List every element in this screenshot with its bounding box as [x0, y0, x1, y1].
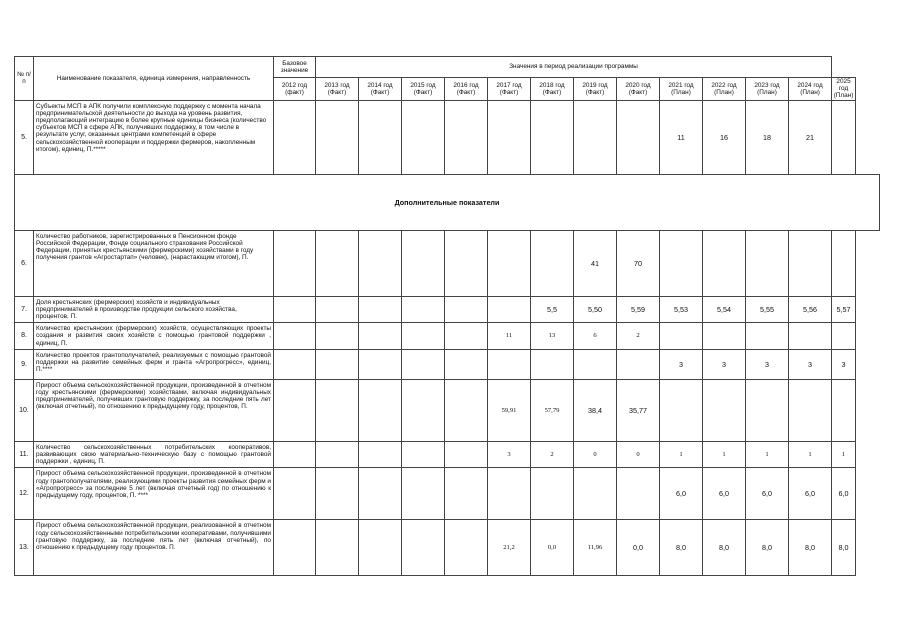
value-cell: 3 [703, 349, 746, 379]
table-row [15, 468, 880, 520]
year-header: 2018 год (Факт) [531, 78, 574, 101]
value-cell: 5,54 [703, 296, 746, 323]
year-header: 2023 год (План) [746, 78, 789, 101]
indicator-name: Количество крестьянских (фермерских) хозяйств, осуществляющих проекты создания и развития своих хозяйств с помощью грантовой поддержки , единиц, П. [34, 323, 274, 350]
value-cell: 21,2 [488, 520, 531, 576]
section-title: Дополнительные показатели [15, 174, 880, 230]
value-cell: 5,50 [574, 296, 617, 323]
year-header: 2025 год (План) [832, 78, 856, 101]
header-period: Значения в период реализации программы [316, 57, 832, 78]
value-cell [274, 296, 316, 323]
value-cell: 35,77 [617, 379, 660, 441]
year-header: 2020 год (Факт) [617, 78, 660, 101]
value-cell: 1 [746, 441, 789, 468]
value-cell: 6,0 [832, 468, 856, 520]
value-cell [832, 230, 856, 296]
value-cell: 16 [703, 100, 746, 174]
value-cell: 5,5 [531, 296, 574, 323]
value-cell [445, 323, 488, 350]
value-cell: 8,0 [660, 520, 703, 576]
value-cell: 6,0 [703, 468, 746, 520]
value-cell: 6,0 [660, 468, 703, 520]
value-cell: 8,0 [789, 520, 832, 576]
year-header: 2012 год (факт) [274, 78, 316, 101]
value-cell [359, 230, 402, 296]
indicator-name: Прирост объема сельскохозяйственной продукции, произведенной в отчетном году крестьянскими (фермерскими) хозяйствами, включая индивидуальных предпринимателей, получивших грантовую поддержку, за последние пять лет (включая отчетный), по отношению к предыдущему году, процентов, П. [34, 379, 274, 441]
value-cell [832, 100, 856, 174]
value-cell [617, 468, 660, 520]
value-cell [660, 323, 703, 350]
value-cell: 5,53 [660, 296, 703, 323]
value-cell [402, 296, 445, 323]
row-number: 10. [15, 379, 34, 441]
value-cell: 11 [488, 323, 531, 350]
row-number: 13. [15, 520, 34, 576]
value-cell: 5,55 [746, 296, 789, 323]
value-cell [359, 349, 402, 379]
table-row [15, 520, 880, 576]
value-cell [703, 230, 746, 296]
value-cell: 8,0 [746, 520, 789, 576]
value-cell: 5,59 [617, 296, 660, 323]
value-cell: 11,96 [574, 520, 617, 576]
header-num: № п/п [15, 57, 34, 101]
value-cell [445, 520, 488, 576]
header-name: Наименование показателя, единица измерения, направленность [34, 57, 274, 101]
table-row [15, 100, 880, 174]
value-cell [488, 468, 531, 520]
value-cell [402, 520, 445, 576]
table-row [15, 441, 880, 468]
table-body [15, 100, 880, 576]
value-cell: 1 [703, 441, 746, 468]
value-cell [274, 100, 316, 174]
indicator-name: Субъекты МСП в АПК получили комплексную поддержку с момента начала предпринимательской деятельности до выхода на уровень развития, предполагающий интеграцию в более крупные единицы бизнеса (количество субъектов МСП в сфере АПК, получивших поддержку, в том числе в результате услуг, оказанных центрами компетенций в сфере сельскохозяйственной кооперации и поддержки фермеров, накопленным итогом), единиц, П.***** [34, 100, 274, 174]
value-cell [359, 323, 402, 350]
value-cell: 3 [789, 349, 832, 379]
value-cell [789, 379, 832, 441]
value-cell: 1 [832, 441, 856, 468]
value-cell [402, 323, 445, 350]
value-cell: 41 [574, 230, 617, 296]
value-cell: 6,0 [789, 468, 832, 520]
value-cell [445, 468, 488, 520]
indicator-name: Прирост объема сельскохозяйственной продукции, произведенной в отчетном году грантополучателями, реализующими проекты развития семейных ферм и «Агропрогресс» за последние 5 лет (включая отчетный год) по отношению к предыдущему году, процентов, П. **** [34, 468, 274, 520]
value-cell [359, 520, 402, 576]
value-cell [274, 468, 316, 520]
value-cell: 3 [832, 349, 856, 379]
row-number: 7. [15, 296, 34, 323]
value-cell [316, 379, 359, 441]
value-cell [402, 349, 445, 379]
value-cell [445, 100, 488, 174]
table-row [15, 379, 880, 441]
value-cell [274, 379, 316, 441]
value-cell [531, 100, 574, 174]
indicator-name: Количество работников, зарегистрированных в Пенсионном фонде Российской Федерации, Фонде социального страхования Российской Федерации, принятых крестьянскими (фермерскими) хозяйствами в году получения грантов «Агростартап» (человек), (нарастающим итогом), П. [34, 230, 274, 296]
value-cell [703, 379, 746, 441]
value-cell [445, 230, 488, 296]
value-cell: 8,0 [832, 520, 856, 576]
value-cell: 3 [488, 441, 531, 468]
value-cell [274, 349, 316, 379]
value-cell [531, 349, 574, 379]
value-cell [531, 468, 574, 520]
table-row [15, 230, 880, 296]
indicator-name: Количество сельскохозяйственных потребительских кооперативов, развивающих свою материально-техническую базу с помощью грантовой поддержки , единиц, П. [34, 441, 274, 468]
header-base: Базовое значение [274, 57, 316, 78]
value-cell [574, 349, 617, 379]
value-cell: 6,0 [746, 468, 789, 520]
value-cell: 11 [660, 100, 703, 174]
value-cell: 6 [574, 323, 617, 350]
value-cell [316, 468, 359, 520]
row-number: 9. [15, 349, 34, 379]
table-row [15, 323, 880, 350]
year-header: 2013 год (Факт) [316, 78, 359, 101]
indicator-name: Доля крестьянских (фермерских) хозяйств и индивидуальных предпринимателей в производстве продукции сельского хозяйства, процентов. П. [34, 296, 274, 323]
value-cell [359, 379, 402, 441]
row-number: 6. [15, 230, 34, 296]
value-cell [617, 100, 660, 174]
value-cell [574, 468, 617, 520]
value-cell: 2 [617, 323, 660, 350]
row-number: 5. [15, 100, 34, 174]
value-cell [488, 296, 531, 323]
value-cell [746, 323, 789, 350]
value-cell [617, 349, 660, 379]
value-cell [359, 468, 402, 520]
value-cell: 59,91 [488, 379, 531, 441]
value-cell: 0,0 [531, 520, 574, 576]
value-cell [316, 441, 359, 468]
value-cell [445, 379, 488, 441]
value-cell [359, 296, 402, 323]
indicator-name: Количество проектов грантополучателей, реализуемых с помощью грантовой поддержки на развитие семейных ферм и гранта «Агропрогресс», единиц, П.**** [34, 349, 274, 379]
row-number: 8. [15, 323, 34, 350]
year-header: 2021 год (План) [660, 78, 703, 101]
value-cell: 2 [531, 441, 574, 468]
year-header: 2024 год (План) [789, 78, 832, 101]
year-header: 2016 год (Факт) [445, 78, 488, 101]
indicator-name: Прирост объема сельскохозяйственной продукции, реализованной в отчетном году сельскохозяйственными потребительскими кооперативами, получившими грантовую поддержку, за последние пять лет (включая отчетный), по отношению к предыдущему году процентов. П. [34, 520, 274, 576]
value-cell: 8,0 [703, 520, 746, 576]
row-number: 11. [15, 441, 34, 468]
value-cell [445, 296, 488, 323]
value-cell [274, 230, 316, 296]
value-cell [402, 468, 445, 520]
value-cell [316, 230, 359, 296]
value-cell [402, 230, 445, 296]
table-row [15, 296, 880, 323]
value-cell [789, 230, 832, 296]
value-cell [488, 349, 531, 379]
value-cell [402, 441, 445, 468]
value-cell [488, 230, 531, 296]
value-cell [402, 379, 445, 441]
value-cell [274, 441, 316, 468]
table-row [15, 349, 880, 379]
value-cell [445, 349, 488, 379]
value-cell [660, 379, 703, 441]
value-cell [488, 100, 531, 174]
value-cell: 57,79 [531, 379, 574, 441]
value-cell [703, 323, 746, 350]
value-cell [746, 379, 789, 441]
value-cell [832, 323, 856, 350]
year-header: 2017 год (Факт) [488, 78, 531, 101]
value-cell: 70 [617, 230, 660, 296]
value-cell [316, 349, 359, 379]
value-cell [359, 441, 402, 468]
value-cell: 13 [531, 323, 574, 350]
value-cell: 3 [660, 349, 703, 379]
value-cell [746, 230, 789, 296]
value-cell [274, 323, 316, 350]
value-cell [402, 100, 445, 174]
value-cell: 3 [746, 349, 789, 379]
section-row [15, 174, 880, 230]
value-cell [574, 100, 617, 174]
value-cell [274, 520, 316, 576]
year-header: 2022 год (План) [703, 78, 746, 101]
value-cell: 5,56 [789, 296, 832, 323]
value-cell [316, 520, 359, 576]
value-cell: 1 [660, 441, 703, 468]
value-cell [316, 296, 359, 323]
value-cell [660, 230, 703, 296]
value-cell [832, 379, 856, 441]
value-cell: 5,57 [832, 296, 856, 323]
row-number: 12. [15, 468, 34, 520]
year-header: 2019 год (Факт) [574, 78, 617, 101]
value-cell: 0 [617, 441, 660, 468]
year-header: 2014 год (Факт) [359, 78, 402, 101]
value-cell: 38,4 [574, 379, 617, 441]
value-cell [445, 441, 488, 468]
value-cell [789, 323, 832, 350]
value-cell: 1 [789, 441, 832, 468]
value-cell: 0 [574, 441, 617, 468]
indicators-table [14, 56, 880, 576]
value-cell [359, 100, 402, 174]
value-cell: 0,0 [617, 520, 660, 576]
value-cell [316, 100, 359, 174]
value-cell: 21 [789, 100, 832, 174]
value-cell [531, 230, 574, 296]
value-cell [316, 323, 359, 350]
year-header: 2015 год (Факт) [402, 78, 445, 101]
value-cell: 18 [746, 100, 789, 174]
